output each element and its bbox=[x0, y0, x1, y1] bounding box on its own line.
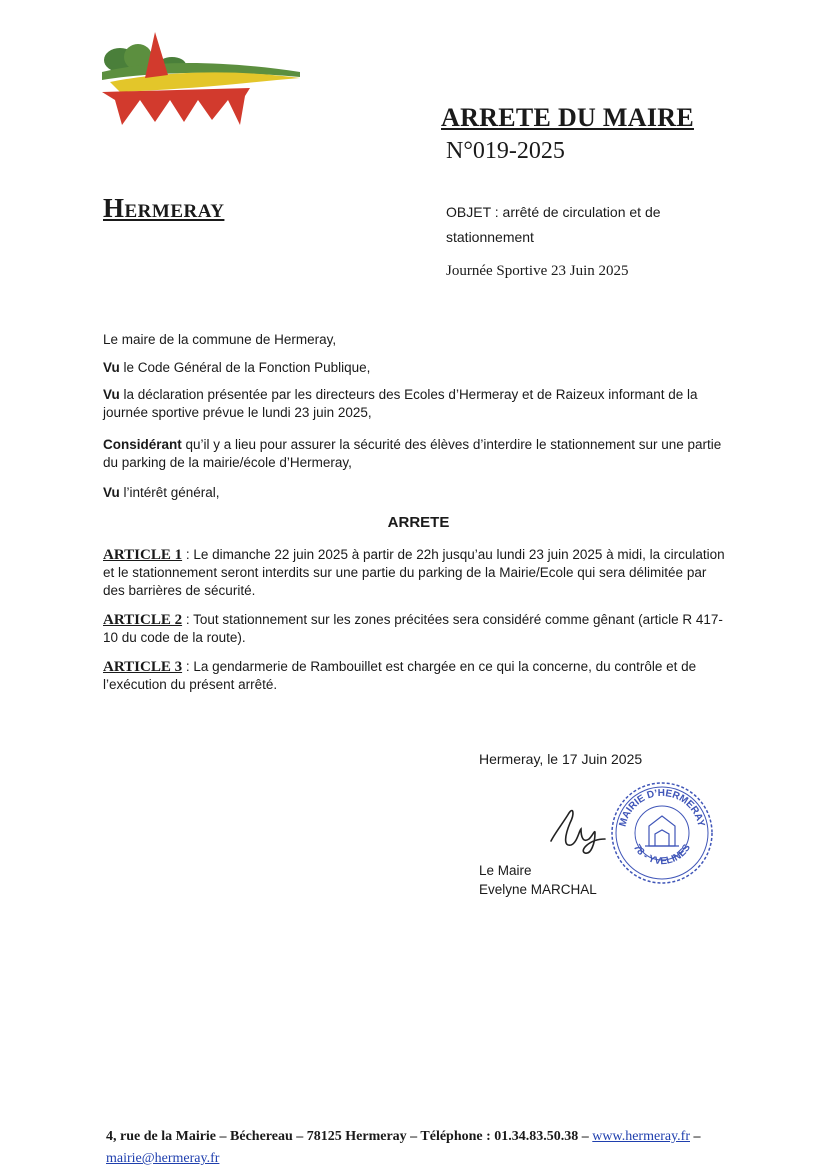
document-number: N°019-2025 bbox=[446, 138, 565, 164]
vu-declaration-text: la déclaration présentée par les directeurs des Ecoles d’Hermeray et de Raizeux informant de la journée sportive prévue le lundi 23 juin 2025, bbox=[103, 387, 698, 420]
considerant-text: qu’il y a lieu pour assurer la sécurité des élèves d’interdire le stationnement sur une partie du parking de la mairie/école d’Hermeray, bbox=[103, 437, 722, 470]
seal-emblem bbox=[645, 816, 679, 846]
article-1-text: : Le dimanche 22 juin 2025 à partir de 22h jusqu’au lundi 23 juin 2025 à midi, la circulation et le stationnement seront interdits sur une partie du parking de la Mairie/Ecole qui sera délimitée par des barrières de sécurité. bbox=[103, 547, 725, 598]
vu-interet-text: l’intérêt général, bbox=[119, 485, 220, 500]
vu-interet-lead: Vu bbox=[103, 485, 120, 500]
logo-red-roofs bbox=[102, 88, 250, 125]
vu-interet-paragraph bbox=[103, 484, 728, 502]
signature-date-place: Hermeray, le 17 Juin 2025 bbox=[479, 751, 643, 767]
vu-declaration-lead: Vu bbox=[103, 387, 120, 402]
vu-code-lead: Vu bbox=[103, 360, 120, 375]
article-2 bbox=[103, 611, 728, 647]
article-3-text: : La gendarmerie de Rambouillet est chargée en ce qui la concerne, du contrôle et de l’exécution du présent arrêté. bbox=[103, 659, 697, 692]
document-title: ARRETE DU MAIRE bbox=[441, 103, 694, 132]
commune-name: Hermeray bbox=[103, 193, 225, 223]
seal-bottom-text: 78 - YVELINES bbox=[631, 842, 693, 868]
seal-top-text: MAIRIE D’HERMERAY bbox=[617, 787, 707, 828]
mairie-seal bbox=[609, 780, 715, 886]
article-2-text: : Tout stationnement sur les zones précitées sera considéré comme gênant (article R 417-10 du code de la route). bbox=[103, 612, 723, 645]
article-1-label: ARTICLE 1 bbox=[103, 547, 183, 563]
footer-separator: – bbox=[690, 1129, 701, 1144]
considerant-lead: Considérant bbox=[103, 437, 182, 452]
handwritten-signature bbox=[545, 803, 615, 858]
considerant-paragraph bbox=[103, 436, 728, 472]
vu-declaration-paragraph bbox=[103, 386, 728, 422]
event-name: Journée Sportive 23 Juin 2025 bbox=[446, 263, 629, 279]
article-3 bbox=[103, 658, 728, 694]
hermeray-logo bbox=[100, 30, 305, 130]
email-link[interactable]: mairie@hermeray.fr bbox=[106, 1151, 220, 1166]
vu-code-text: le Code Général de la Fonction Publique, bbox=[119, 360, 371, 375]
signer-name: Evelyne MARCHAL bbox=[479, 882, 597, 897]
arrete-heading: ARRETE bbox=[387, 514, 450, 531]
article-2-label: ARTICLE 2 bbox=[103, 612, 183, 628]
footer-contact bbox=[106, 1126, 746, 1170]
signer-title: Le Maire bbox=[479, 863, 532, 878]
intro-paragraph: Le maire de la commune de Hermeray, bbox=[103, 332, 337, 347]
vu-code-paragraph bbox=[103, 359, 728, 377]
website-link[interactable]: www.hermeray.fr bbox=[592, 1129, 690, 1144]
footer-address: 4, rue de la Mairie – Béchereau – 78125 Hermeray – Téléphone : 01.34.83.50.38 – bbox=[106, 1129, 593, 1144]
document-subject: OBJET : arrêté de circulation et de stationnement bbox=[446, 204, 661, 245]
article-3-label: ARTICLE 3 bbox=[103, 659, 183, 675]
article-1 bbox=[103, 546, 728, 600]
